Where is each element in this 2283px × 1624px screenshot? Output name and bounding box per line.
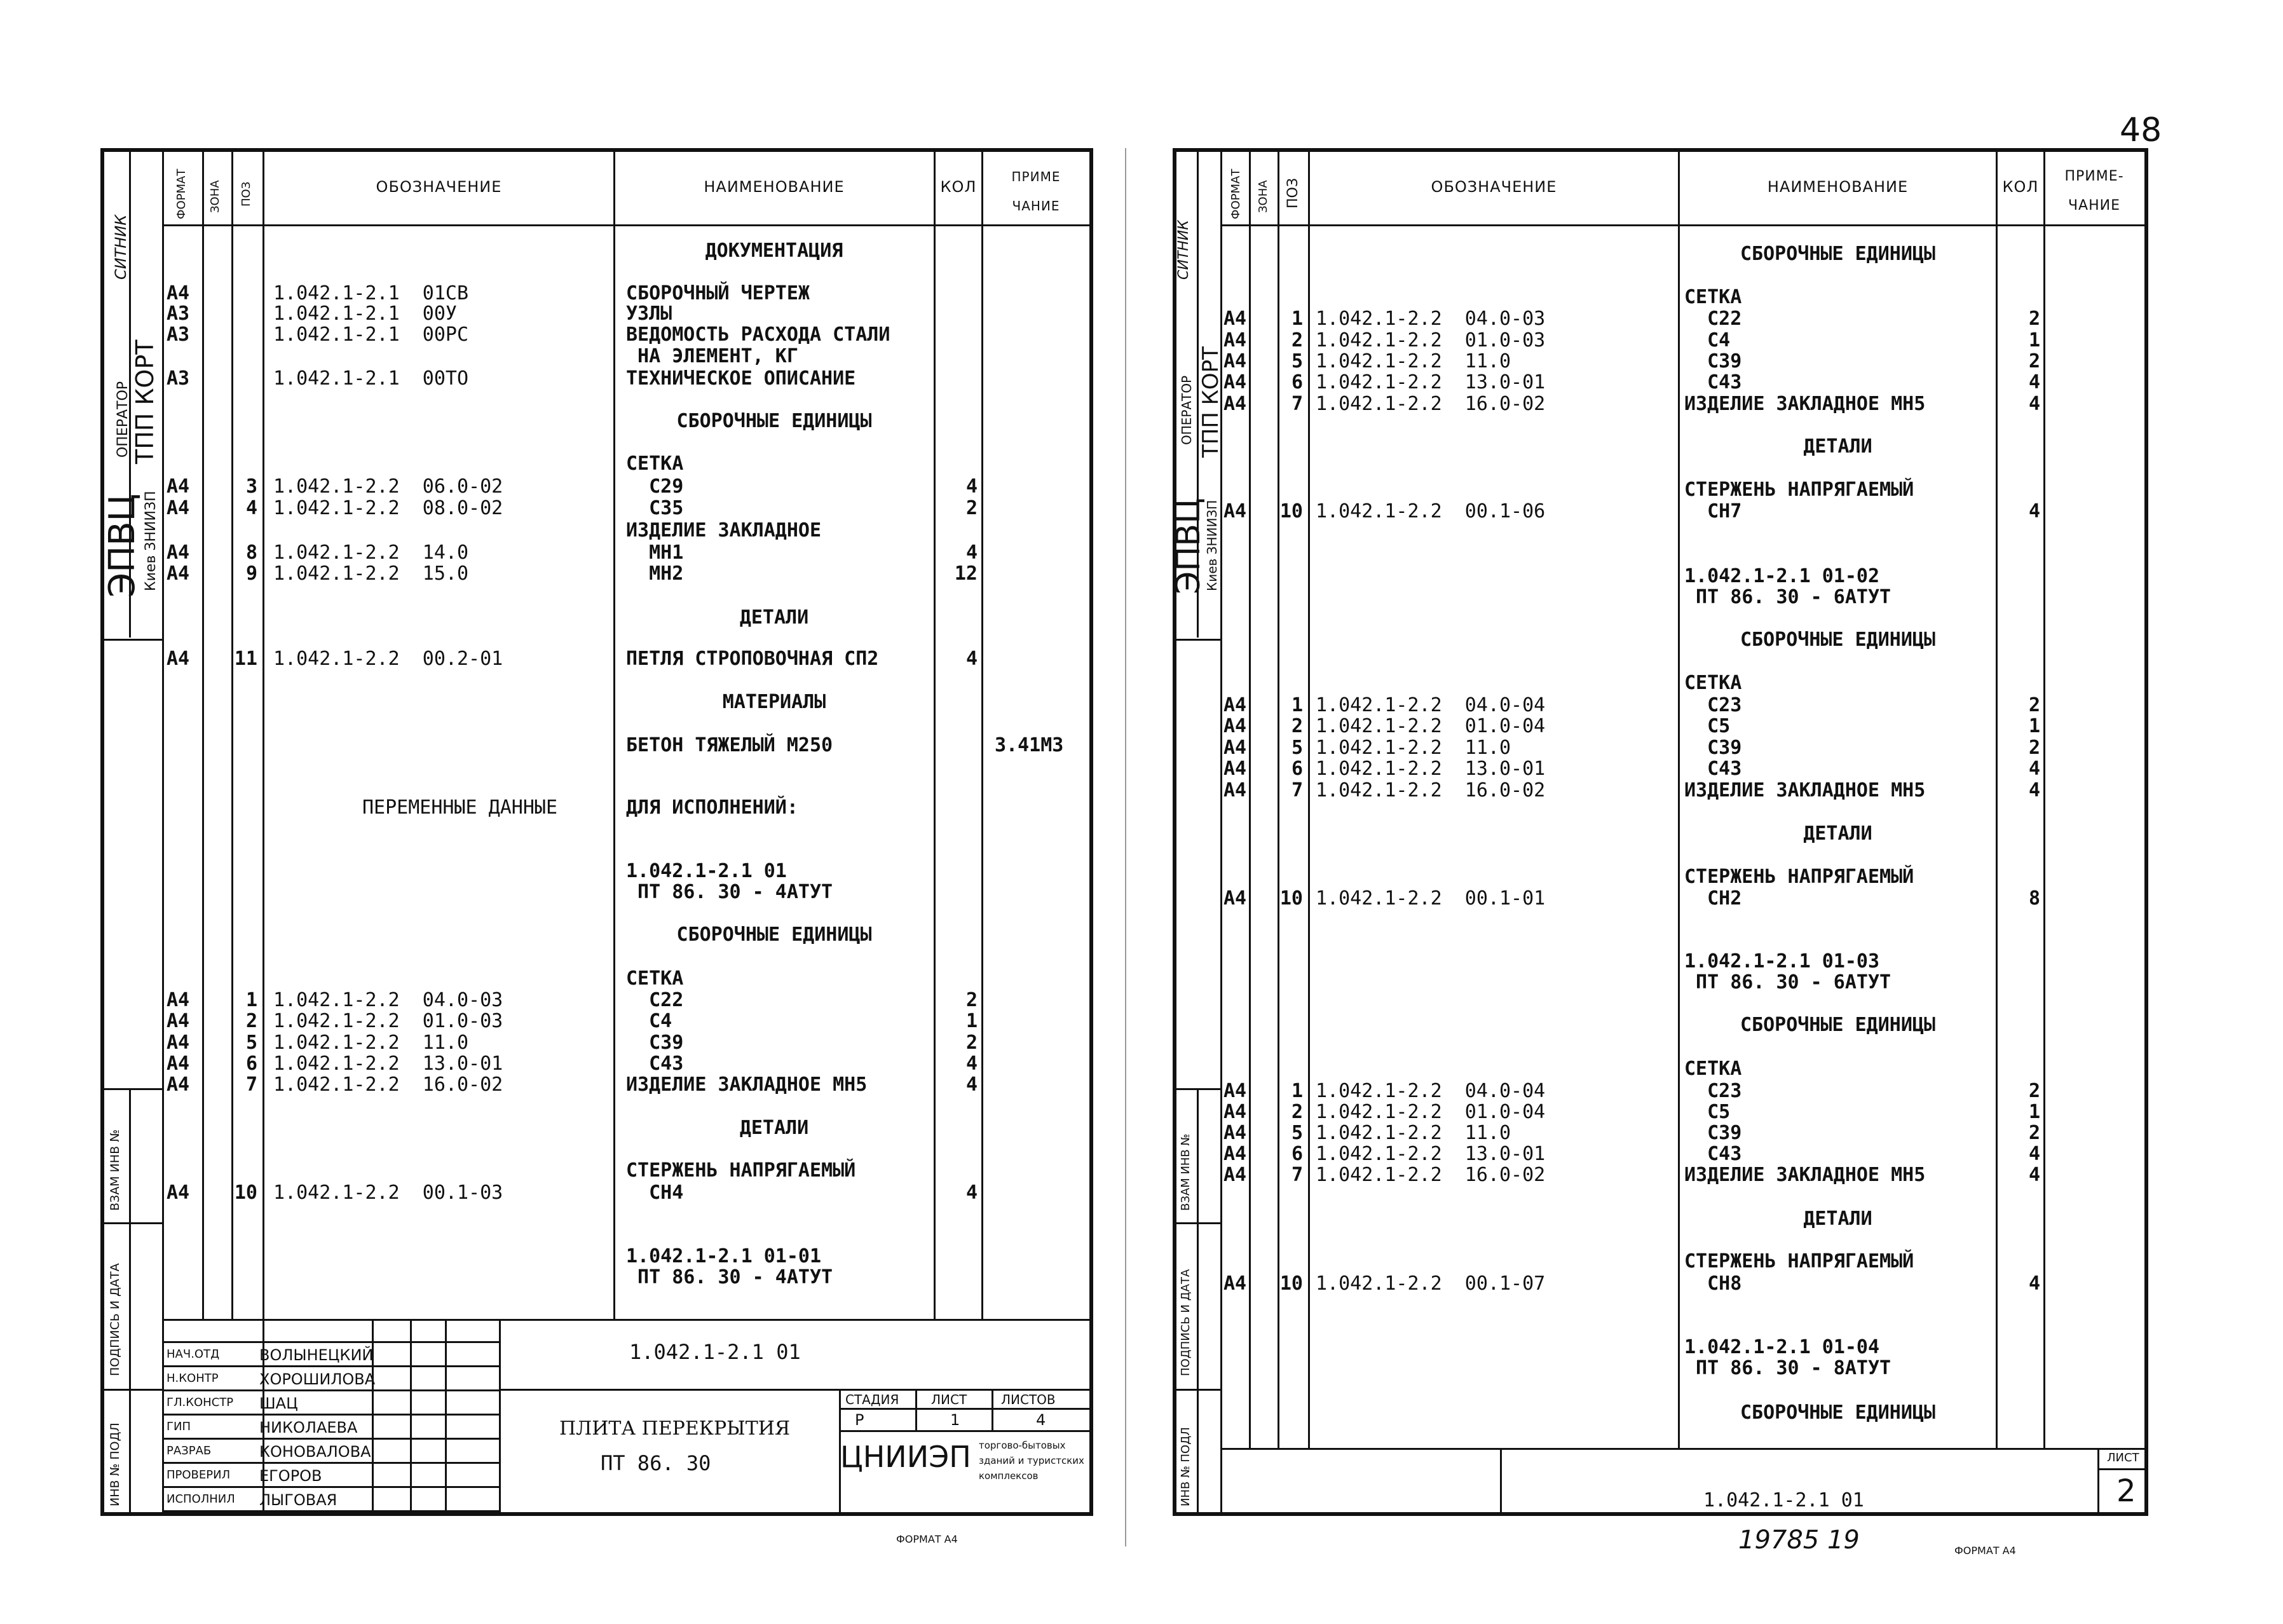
format-cell: А4 [1223,500,1247,522]
name-cell: С29 [626,475,684,498]
quantity-cell: 4 [2028,1164,2040,1186]
name-cell: ДЛЯ ИСПОЛНЕНИЙ: [626,796,798,819]
quantity-cell: 2 [2028,1080,2040,1102]
name-cell: С39 [1684,1122,1742,1144]
designation-cell: 1.042.1-2.2 01.0-04 [1316,1101,1546,1123]
format-cell: А4 [167,989,190,1011]
spec-row [0,393,2283,415]
name-cell: 1.042.1-2.1 01-02 [1684,565,1880,587]
header-zone: ЗОНА [208,180,222,213]
name-cell: СБОРОЧНЫЙ ЧЕРТЕЖ [626,282,810,304]
section-heading: СБОРОЧНЫЕ ЕДИНИЦЫ [1740,629,1936,651]
signature-name: ВОЛЫНЕЦКИЙ [259,1346,374,1364]
designation-cell: 1.042.1-2.1 00У [273,303,457,325]
spec-row [0,1208,2283,1230]
section-heading: МАТЕРИАЛЫ [722,691,826,713]
position-cell: 10 [1279,500,1303,522]
name-cell: СН4 [626,1182,684,1204]
name-cell: ПЕТЛЯ СТРОПОВОЧНАЯ СП2 [626,648,879,670]
designation-cell: 1.042.1-2.2 08.0-02 [273,497,503,519]
position-cell: 2 [1291,1101,1303,1123]
quantity-cell: 4 [965,1053,978,1075]
format-cell: А4 [1223,1101,1247,1123]
name-cell: 1.042.1-2.1 01-03 [1684,950,1880,972]
side-label-vzam: ВЗАМ ИНВ № [108,1129,122,1211]
name-cell: ПТ 86. 30 - 4АТУТ [626,1266,833,1288]
designation-cell: 1.042.1-2.2 13.0-01 [1316,371,1546,393]
section-heading: ДЕТАЛИ [739,1117,809,1139]
designation-cell: 1.042.1-2.2 11.0 [273,1032,469,1054]
quantity-cell: 4 [2028,500,2040,522]
spec-row [0,372,2283,393]
spec-row [0,243,2283,265]
name-cell: С39 [1684,350,1742,372]
quantity-cell: 12 [954,563,978,585]
spec-row [0,734,2283,759]
quantity-cell: 4 [965,648,978,670]
position-cell: 2 [1291,329,1303,351]
section-heading: СБОРОЧНЫЕ ЕДИНИЦЫ [676,410,872,432]
right-header-zone: ЗОНА [1257,180,1270,213]
format-cell: А3 [167,303,190,325]
section-heading: ДОКУМЕНТАЦИЯ [705,240,843,262]
spec-row [0,1402,2283,1424]
name-cell: ИЗДЕЛИЕ ЗАКЛАДНОЕ МН5 [1684,393,1926,415]
designation-cell: 1.042.1-2.2 14.0 [273,542,469,564]
name-cell: ВЕДОМОСТЬ РАСХОДА СТАЛИ [626,324,890,346]
position-cell: 10 [234,1182,257,1204]
quantity-cell: 2 [965,1032,978,1054]
sheet-label: ЛИСТ [931,1392,967,1407]
designation-cell: 1.042.1-2.2 04.0-03 [1316,308,1546,330]
format-cell: А4 [167,563,190,585]
spec-row [0,287,2283,308]
spec-row [0,1251,2283,1273]
name-cell: СЕТКА [1684,1058,1742,1080]
designation-cell: 1.042.1-2.1 00РС [273,324,469,346]
designation-cell: 1.042.1-2.2 16.0-02 [1316,393,1546,415]
kiev-label: Киев ЗНИИЗП [143,491,159,591]
name-cell: СТЕРЖЕНЬ НАПРЯГАЕМЫЙ [1684,866,1914,888]
designation-cell: ПЕРЕМЕННЫЕ ДАННЫЕ [362,796,558,819]
format-right: ФОРМАТ А4 [1954,1545,2016,1557]
spec-row [0,972,2283,993]
signature-name: ЛЫГОВАЯ [259,1491,337,1509]
name-cell: СТЕРЖЕНЬ НАПРЯГАЕМЫЙ [1684,1250,1914,1273]
position-cell: 5 [1291,737,1303,759]
spec-row [0,330,2283,351]
name-cell: С43 [1684,371,1742,393]
name-cell: С39 [1684,737,1742,759]
right-header-designation: ОБОЗНАЧЕНИЕ [1431,178,1557,196]
header-pos: ПОЗ [240,181,253,207]
section-heading: СБОРОЧНЫЕ ЕДИНИЦЫ [676,924,872,946]
designation-cell: 1.042.1-2.2 11.0 [1316,737,1511,759]
name-cell: ПТ 86. 30 - 4АТУТ [626,881,833,903]
name-cell: 1.042.1-2.1 01-04 [1684,1336,1880,1358]
name-cell: ТЕХНИЧЕСКОЕ ОПИСАНИЕ [626,367,856,390]
signature-name: ЕГОРОВ [259,1467,322,1485]
designation-cell: 1.042.1-2.2 01.0-03 [1316,329,1546,351]
format-cell: А4 [167,497,190,519]
format-cell: А4 [167,1053,190,1075]
spec-row [0,436,2283,458]
name-cell: ИЗДЕЛИЕ ЗАКЛАДНОЕ МН5 [1684,779,1926,802]
signature-name: ШАЦ [259,1395,298,1412]
name-cell: НА ЭЛЕМЕНТ, КГ [626,345,798,367]
format-cell: А4 [1223,1080,1247,1102]
format-cell: А4 [1223,350,1247,372]
spec-row [0,1358,2283,1379]
designation-cell: 1.042.1-2.2 16.0-02 [1316,779,1546,802]
position-cell: 5 [1291,350,1303,372]
name-cell: СЕТКА [626,453,684,475]
spec-row [0,780,2283,802]
right-epvc-label: ЭПВЦ [1169,498,1208,594]
section-heading: ДЕТАЛИ [1803,1208,1872,1230]
designation-cell: 1.042.1-2.2 15.0 [273,563,469,585]
name-cell: ПТ 86. 30 - 8АТУТ [1684,1357,1891,1379]
name-cell: С43 [1684,758,1742,780]
position-cell: 4 [245,497,257,519]
right-header-qty: КОЛ [2002,178,2039,196]
right-side-label-podpis: ПОДПИСЬ И ДАТА [1179,1269,1192,1376]
sheets-value: 4 [1036,1411,1046,1429]
right-side-label-vzam: ВЗАМ ИНВ № [1179,1133,1192,1211]
header-designation: ОБОЗНАЧЕНИЕ [376,178,502,196]
quantity-cell: 4 [965,1182,978,1204]
name-cell: С23 [1684,694,1742,716]
format-cell: А4 [167,1182,190,1204]
spec-row [0,716,2283,737]
spec-row [0,629,2283,651]
position-cell: 2 [1291,715,1303,737]
format-cell: А4 [1223,308,1247,330]
quantity-cell: 2 [965,989,978,1011]
epvc-label: ЭПВЦ [102,493,143,597]
sheets-label: ЛИСТОВ [1001,1392,1056,1407]
signature-role: ГЛ.КОНСТР [167,1396,234,1409]
header-qty: КОЛ [940,178,977,196]
format-cell: А4 [167,475,190,498]
format-cell: А4 [167,1074,190,1096]
operator-name: СИТНИК [112,214,130,280]
spec-row [0,1122,2283,1144]
spec-row [0,823,2283,845]
quantity-cell: 1 [965,1010,978,1032]
signature-role: ГИП [167,1420,191,1433]
spec-row [0,1164,2283,1186]
position-cell: 1 [1291,308,1303,330]
position-cell: 7 [1291,393,1303,415]
name-cell: С43 [1684,1143,1742,1165]
signature-role: ИСПОЛНИЛ [167,1492,235,1506]
format-cell: А4 [1223,779,1247,802]
name-cell: БЕТОН ТЯЖЕЛЫЙ М250 [626,734,833,756]
designation-cell: 1.042.1-2.2 11.0 [1316,350,1511,372]
designation-cell: 1.042.1-2.2 04.0-04 [1316,1080,1546,1102]
designation-cell: 1.042.1-2.2 13.0-01 [1316,1143,1546,1165]
spec-row [0,951,2283,972]
designation-cell: 1.042.1-2.2 01.0-04 [1316,715,1546,737]
spec-row [0,758,2283,780]
name-cell: С35 [626,497,684,519]
quantity-cell: 2 [2028,737,2040,759]
format-cell: А4 [1223,1122,1247,1144]
section-heading: ДЕТАЛИ [1803,822,1872,845]
format-cell: А3 [167,367,190,390]
designation-cell: 1.042.1-2.2 00.1-01 [1316,887,1546,910]
designation-cell: 1.042.1-2.2 16.0-02 [273,1074,503,1096]
name-cell: ПТ 86. 30 - 6АТУТ [1684,586,1891,608]
position-cell: 6 [1291,758,1303,780]
signature-name: ХОРОШИЛОВА [259,1370,376,1388]
right-doc-number: 1.042.1-2.1 01 [1703,1489,1864,1511]
position-cell: 2 [245,1010,257,1032]
format-cell: А4 [167,542,190,564]
quantity-cell: 2 [2028,308,2040,330]
position-cell: 10 [1279,887,1303,910]
signature-role: ПРОВЕРИЛ [167,1468,231,1482]
designation-cell: 1.042.1-2.2 00.1-06 [1316,500,1546,522]
name-cell: С22 [1684,308,1742,330]
right-sheet-number: 2 [2116,1473,2136,1509]
note-cell: 3.41М3 [995,734,1064,756]
name-cell: СН8 [1684,1273,1742,1295]
format-left: ФОРМАТ А4 [896,1533,958,1545]
spec-row [0,1273,2283,1295]
right-kiev-label: Киев ЗНИИЗП [1204,500,1220,591]
quantity-cell: 4 [965,475,978,498]
sheet-value: 1 [950,1411,960,1429]
header-note: ПРИМЕ ЧАНИЕ [1011,169,1061,214]
spec-row [0,1143,2283,1165]
side-label-inv: ИНВ № ПОДЛ [108,1423,122,1506]
position-cell: 10 [1279,1273,1303,1295]
quantity-cell: 2 [965,497,978,519]
spec-row [0,1337,2283,1358]
name-cell: С4 [1684,329,1731,351]
header-name: НАИМЕНОВАНИЕ [704,178,845,196]
signature-name: КОНОВАЛОВА [259,1443,371,1461]
section-heading: СБОРОЧНЫЕ ЕДИНИЦЫ [1740,1014,1936,1036]
position-cell: 7 [245,1074,257,1096]
position-cell: 7 [1291,1164,1303,1186]
format-cell: А4 [1223,393,1247,415]
right-header-name: НАИМЕНОВАНИЕ [1767,178,1909,196]
name-cell: 1.042.1-2.1 01 [626,860,787,882]
name-cell: ПТ 86. 30 - 6АТУТ [1684,971,1891,993]
name-cell: С22 [626,989,684,1011]
quantity-cell: 2 [2028,694,2040,716]
title-line-1: ПЛИТА ПЕРЕКРЫТИЯ [559,1417,791,1440]
spec-row [0,866,2283,888]
format-cell: А4 [1223,887,1247,910]
position-cell: 6 [1291,371,1303,393]
position-cell: 6 [245,1053,257,1075]
spec-row [0,308,2283,330]
spec-row [0,566,2283,587]
format-cell: А3 [167,324,190,346]
signature-name: НИКОЛАЕВА [259,1419,358,1436]
position-cell: 5 [1291,1122,1303,1144]
section-heading: СБОРОЧНЫЕ ЕДИНИЦЫ [1740,243,1936,265]
position-cell: 6 [1291,1143,1303,1165]
format-cell: А4 [1223,694,1247,716]
designation-cell: 1.042.1-2.2 04.0-03 [273,989,503,1011]
spec-row [0,1102,2283,1123]
archive-number: 19785 19 [1738,1525,1860,1555]
quantity-cell: 4 [965,1074,978,1096]
name-cell: СН7 [1684,500,1742,522]
tpp-label: ТПП КОРТ [131,339,159,464]
spec-row [0,479,2283,501]
spec-row [0,1058,2283,1080]
name-cell: СЕТКА [626,967,684,990]
signature-role: РАЗРАБ [167,1444,212,1457]
designation-cell: 1.042.1-2.1 00ТО [273,367,469,390]
operator-label: ОПЕРАТОР [115,381,131,458]
designation-cell: 1.042.1-2.2 16.0-02 [1316,1164,1546,1186]
spec-row [0,587,2283,608]
quantity-cell: 2 [2028,1122,2040,1144]
right-tpp-label: ТПП КОРТ [1198,346,1223,458]
designation-cell: 1.042.1-2.1 01СВ [273,282,469,304]
right-header-format: ФОРМАТ [1229,168,1243,219]
org-name: ЦНИИЭП [840,1440,971,1474]
stage-label: СТАДИЯ [845,1392,899,1407]
name-cell: С23 [1684,1080,1742,1102]
quantity-cell: 1 [2028,329,2040,351]
spec-row [0,351,2283,372]
position-cell: 7 [1291,779,1303,802]
designation-cell: 1.042.1-2.2 13.0-01 [273,1053,503,1075]
format-cell: А4 [1223,758,1247,780]
position-cell: 1 [1291,1080,1303,1102]
name-cell: С5 [1684,715,1731,737]
designation-cell: 1.042.1-2.2 00.1-03 [273,1182,503,1204]
format-cell: А4 [167,648,190,670]
name-cell: С39 [626,1032,684,1054]
quantity-cell: 1 [2028,715,2040,737]
section-heading: ДЕТАЛИ [1803,435,1872,458]
format-cell: А4 [1223,1273,1247,1295]
quantity-cell: 4 [2028,1143,2040,1165]
name-cell: ИЗДЕЛИЕ ЗАКЛАДНОЕ МН5 [626,1074,868,1096]
spec-row [0,501,2283,522]
format-cell: А4 [167,1010,190,1032]
designation-cell: 1.042.1-2.2 06.0-02 [273,475,503,498]
designation-cell: 1.042.1-2.2 00.2-01 [273,648,503,670]
title-line-2: ПТ 86. 30 [601,1451,711,1475]
name-cell: МН2 [626,563,684,585]
format-cell: А4 [167,282,190,304]
name-cell: СН2 [1684,887,1742,910]
name-cell: С5 [1684,1101,1731,1123]
position-cell: 1 [245,989,257,1011]
quantity-cell: 4 [2028,758,2040,780]
designation-cell: 1.042.1-2.2 11.0 [1316,1122,1511,1144]
section-heading: СБОРОЧНЫЕ ЕДИНИЦЫ [1740,1402,1936,1424]
org-subtitle: торгово-бытовых зданий и туристских комплексов [979,1440,1084,1482]
name-cell: СЕТКА [1684,286,1742,308]
name-cell: СЕТКА [1684,672,1742,694]
format-cell: А4 [1223,371,1247,393]
header-format: ФОРМАТ [175,168,188,219]
quantity-cell: 4 [2028,371,2040,393]
right-operator-name: СИТНИК [1176,220,1192,280]
position-cell: 8 [245,542,257,564]
name-cell: СТЕРЖЕНЬ НАПРЯГАЕМЫЙ [626,1159,856,1182]
format-cell: А4 [1223,715,1247,737]
designation-cell: 1.042.1-2.2 01.0-03 [273,1010,503,1032]
spec-row [0,1014,2283,1036]
name-cell: УЗЛЫ [626,303,672,325]
designation-cell: 1.042.1-2.2 00.1-07 [1316,1273,1546,1295]
quantity-cell: 4 [2028,393,2040,415]
right-header-pos: ПОЗ [1285,178,1301,208]
spec-row [0,695,2283,716]
right-sheet-label: ЛИСТ [2107,1451,2139,1464]
quantity-cell: 2 [2028,350,2040,372]
spec-row [0,1081,2283,1102]
quantity-cell: 1 [2028,1101,2040,1123]
spec-row [0,888,2283,910]
stage-value: Р [855,1411,864,1429]
quantity-cell: 4 [2028,779,2040,802]
designation-cell: 1.042.1-2.2 13.0-01 [1316,758,1546,780]
right-operator-label: ОПЕРАТОР [1179,375,1194,445]
quantity-cell: 8 [2028,887,2040,910]
signature-role: Н.КОНТР [167,1372,219,1385]
name-cell: ИЗДЕЛИЕ ЗАКЛАДНОЕ МН5 [1684,1164,1926,1186]
doc-number: 1.042.1-2.1 01 [629,1340,801,1364]
position-cell: 3 [245,475,257,498]
format-cell: А4 [167,1032,190,1054]
section-heading: ДЕТАЛИ [739,606,809,629]
name-cell: 1.042.1-2.1 01-01 [626,1245,822,1267]
name-cell: С4 [626,1010,672,1032]
name-cell: МН1 [626,542,684,564]
side-label-podpis: ПОДПИСЬ И ДАТА [108,1263,122,1376]
right-header-note: ПРИМЕ- ЧАНИЕ [2064,168,2124,214]
name-cell: ИЗДЕЛИЕ ЗАКЛАДНОЕ [626,519,822,542]
position-cell: 11 [234,648,257,670]
format-cell: А4 [1223,737,1247,759]
spec-row [0,672,2283,694]
position-cell: 5 [245,1032,257,1054]
right-side-label-inv: ИНВ № ПОДЛ [1179,1427,1192,1506]
format-cell: А4 [1223,1143,1247,1165]
signature-role: НАЧ.ОТД [167,1348,220,1361]
position-cell: 9 [245,563,257,585]
format-cell: А4 [1223,1164,1247,1186]
name-cell: С43 [626,1053,684,1075]
position-cell: 1 [1291,694,1303,716]
quantity-cell: 4 [2028,1273,2040,1295]
designation-cell: 1.042.1-2.2 04.0-04 [1316,694,1546,716]
page-number: 48 [2120,111,2162,149]
name-cell: СТЕРЖЕНЬ НАПРЯГАЕМЫЙ [1684,479,1914,501]
quantity-cell: 4 [965,542,978,564]
format-cell: А4 [1223,329,1247,351]
